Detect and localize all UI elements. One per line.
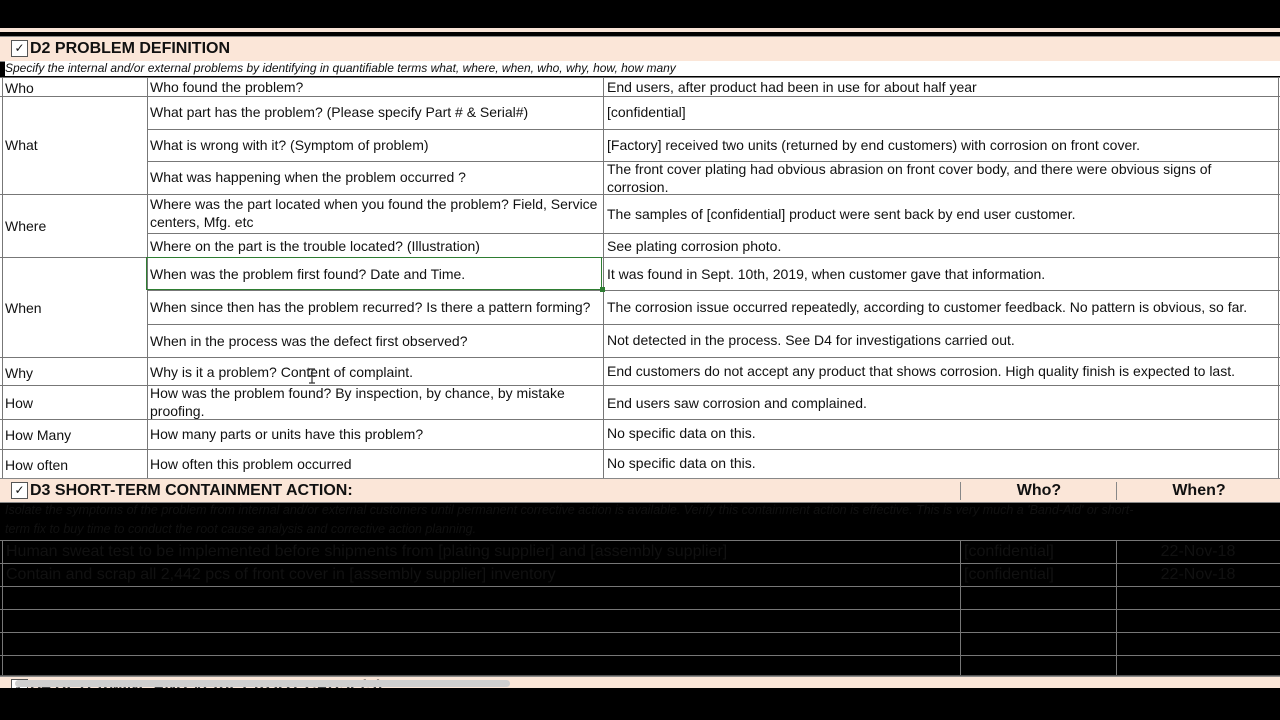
- action-1-text[interactable]: Human sweat test to be implemented before shipments from [plating supplier] and [assembly supplier]: [6, 543, 728, 560]
- row-label-who: Who: [5, 80, 34, 96]
- grid-line: [147, 129, 1280, 130]
- row-label-how-many: How Many: [5, 427, 72, 443]
- answer-where-2[interactable]: See plating corrosion photo.: [607, 238, 782, 254]
- grid-line: [147, 290, 1280, 291]
- row-label-how-often: How often: [5, 457, 69, 473]
- grid-line: [0, 655, 1280, 656]
- question-when-2[interactable]: When since then has the problem recurred? Is there a pattern forming?: [150, 299, 591, 315]
- d3-when-header: When?: [1116, 482, 1280, 500]
- row-label-when: When: [5, 300, 42, 316]
- question-who[interactable]: Who found the problem?: [150, 79, 304, 95]
- action-1-who[interactable]: [confidential]: [964, 543, 1054, 560]
- question-where-1[interactable]: Where was the part located when you found the problem? Field, Service centers, Mfg. etc: [150, 196, 598, 230]
- grid-line: [0, 449, 1280, 450]
- grid-line: [0, 540, 1280, 541]
- action-1-when[interactable]: 22-Nov-18: [1160, 543, 1236, 560]
- d3-subtitle-line-1: Isolate the symptoms of the problem from internal and/or external customers until permanent corrective action is available. Verify this containment action is effective. This is very much a 'Band-Aid' or short-: [5, 503, 1134, 517]
- d3-checkbox[interactable]: ✓: [11, 482, 28, 499]
- answer-where-1[interactable]: The samples of [confidential] product were sent back by end user customer.: [607, 206, 1076, 222]
- d2-checkbox[interactable]: ✓: [11, 40, 28, 57]
- row-label-what: What: [5, 137, 38, 153]
- question-what-2[interactable]: What is wrong with it? (Symptom of problem): [150, 137, 429, 153]
- grid-line: [2, 77, 3, 478]
- d2-header: [0, 36, 1280, 62]
- question-what-1[interactable]: What part has the problem? (Please specify Part # & Serial#): [150, 104, 529, 120]
- answer-how-many[interactable]: No specific data on this.: [607, 425, 756, 441]
- row-label-why: Why: [5, 365, 33, 381]
- question-how[interactable]: How was the problem found? By inspection, by chance, by mistake proofing.: [150, 385, 565, 419]
- d3-subtitle-line-2: term fix to buy time to conduct the root cause analysis and corrective action planning.: [5, 522, 477, 536]
- answer-who[interactable]: End users, after product had been in use for about half year: [607, 79, 977, 95]
- d2-subtitle: Specify the internal and/or external problems by identifying in quantifiable terms what, where, when, who, why, how, how many: [5, 61, 1280, 76]
- answer-when-3[interactable]: Not detected in the process. See D4 for investigations carried out.: [607, 332, 1015, 348]
- question-how-often[interactable]: How often this problem occurred: [150, 456, 352, 472]
- answer-what-1[interactable]: [confidential]: [607, 104, 686, 120]
- answer-what-3[interactable]: The front cover plating had obvious abrasion on front cover body, and there were obvious signs of corrosion.: [607, 161, 1212, 195]
- grid-line: [0, 563, 1280, 564]
- grid-line: [2, 540, 3, 675]
- d3-header: [0, 478, 1280, 503]
- previous-section-strip: [0, 28, 1280, 32]
- answer-what-2[interactable]: [Factory] received two units (returned by end customers) with corrosion on front cover.: [607, 137, 1141, 153]
- question-what-3[interactable]: What was happening when the problem occurred ?: [150, 169, 466, 185]
- action-2-text[interactable]: Contain and scrap all 2,442 pcs of front cover in [assembly supplier] inventory: [6, 566, 556, 583]
- grid-line: [0, 96, 1280, 97]
- row-label-where: Where: [5, 218, 47, 234]
- question-why[interactable]: Why is it a problem? Content of complaint.: [150, 364, 414, 380]
- question-when-3[interactable]: When in the process was the defect first observed?: [150, 333, 468, 349]
- question-how-many[interactable]: How many parts or units have this problem?: [150, 426, 424, 442]
- grid-line: [147, 324, 1280, 325]
- selection-handle[interactable]: [600, 287, 605, 292]
- question-where-2[interactable]: Where on the part is the trouble located? (Illustration): [150, 238, 480, 254]
- d2-title: D2 PROBLEM DEFINITION: [30, 40, 231, 57]
- answer-when-1[interactable]: It was found in Sept. 10th, 2019, when customer gave that information.: [607, 266, 1046, 282]
- answer-why[interactable]: End customers do not accept any product that shows corrosion. High quality finish is expected to last.: [607, 363, 1235, 379]
- grid-line: [0, 357, 1280, 358]
- answer-how-often[interactable]: No specific data on this.: [607, 455, 756, 471]
- question-when-1[interactable]: When was the problem first found? Date and Time.: [150, 266, 466, 282]
- text-cursor-icon: [306, 368, 318, 384]
- grid-line: [1278, 77, 1279, 478]
- answer-how[interactable]: End users saw corrosion and complained.: [607, 395, 867, 411]
- grid-line: [0, 609, 1280, 610]
- row-label-how: How: [5, 395, 34, 411]
- grid-line: [0, 586, 1280, 587]
- d3-title: D3 SHORT-TERM CONTAINMENT ACTION:: [30, 482, 353, 499]
- horizontal-scrollbar[interactable]: [15, 680, 510, 687]
- grid-line: [147, 233, 1280, 234]
- grid-line: [603, 77, 604, 478]
- answer-when-2[interactable]: The corrosion issue occurred repeatedly, according to customer feedback. No pattern is obvious, so far.: [607, 299, 1248, 315]
- action-2-who[interactable]: [confidential]: [964, 566, 1054, 583]
- grid-line: [960, 540, 961, 675]
- d3-who-header: Who?: [960, 482, 1117, 500]
- grid-line: [0, 632, 1280, 633]
- action-2-when[interactable]: 22-Nov-18: [1160, 566, 1236, 583]
